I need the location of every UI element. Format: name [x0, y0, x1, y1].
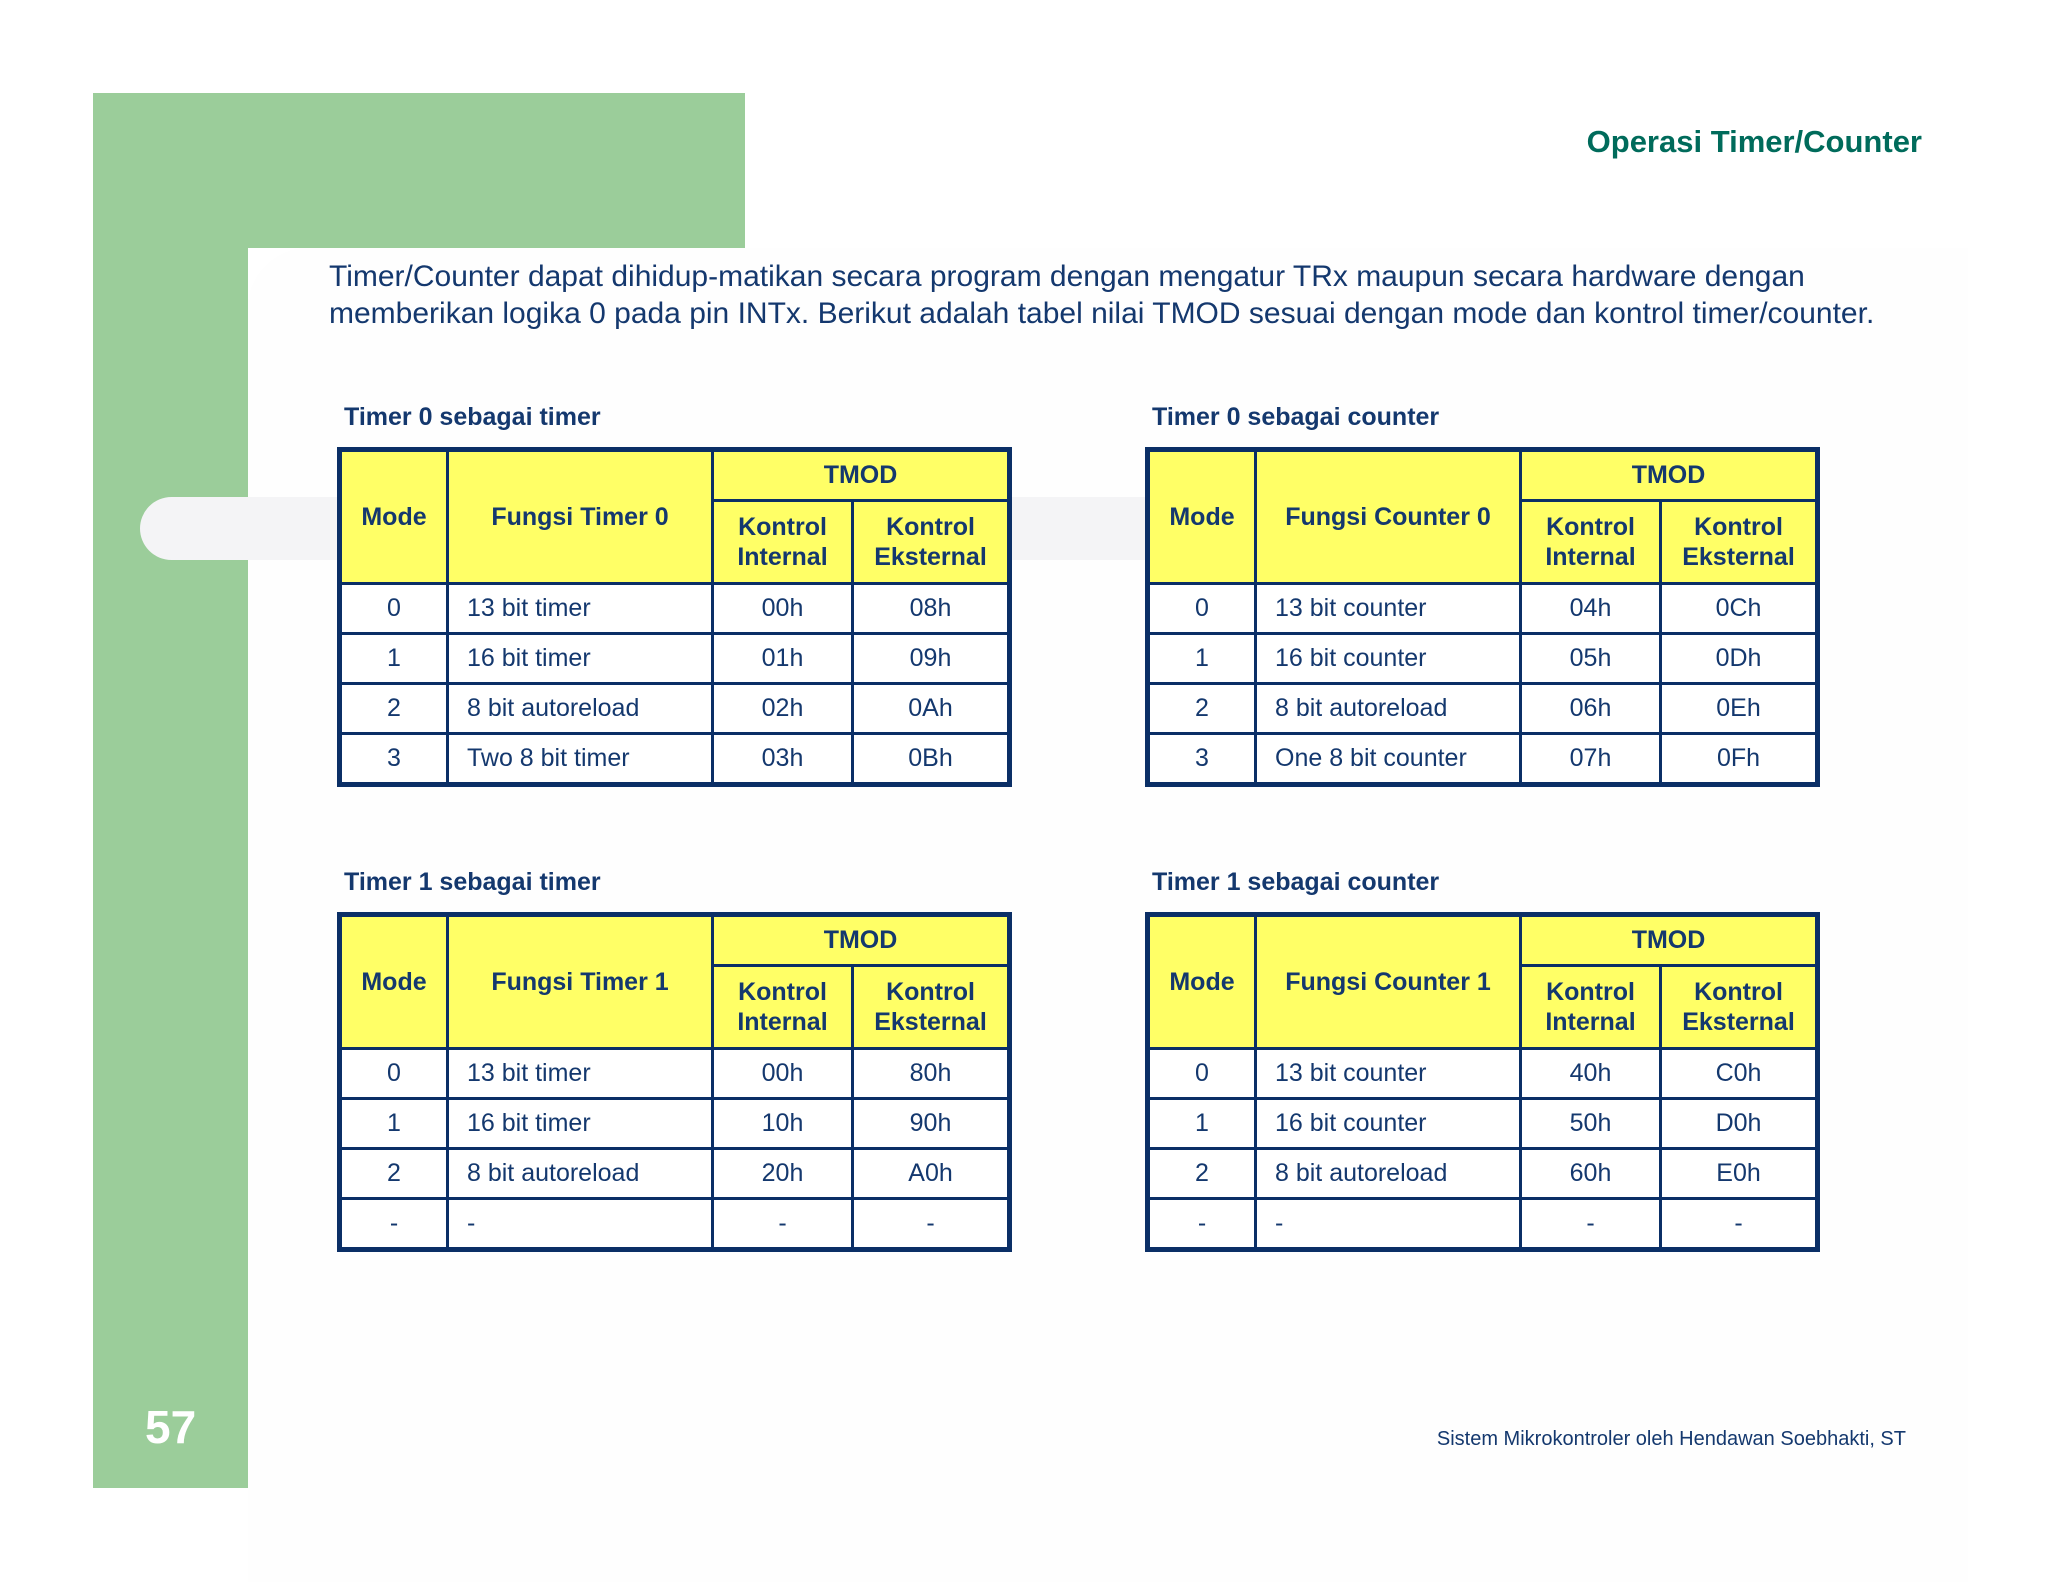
- cell-mode: 1: [340, 1099, 448, 1149]
- table-row: [1148, 1149, 1818, 1199]
- cell-kontrol-eksternal: D0h: [1661, 1099, 1818, 1149]
- cell-mode: 2: [340, 684, 448, 734]
- cell-mode: 0: [340, 1049, 448, 1099]
- header-tmod: TMOD: [1521, 450, 1818, 501]
- cell-kontrol-internal: -: [713, 1199, 853, 1250]
- header-mode: Mode: [340, 450, 448, 584]
- cell-kontrol-internal: 00h: [713, 1049, 853, 1099]
- table-row: [1148, 1199, 1818, 1250]
- cell-kontrol-internal: -: [1521, 1199, 1661, 1250]
- cell-mode: 2: [340, 1149, 448, 1199]
- cell-kontrol-internal: 02h: [713, 684, 853, 734]
- cell-fungsi: One 8 bit counter: [1256, 734, 1521, 785]
- cell-mode: 0: [340, 584, 448, 634]
- table-row: [1148, 634, 1818, 684]
- cell-kontrol-internal: 01h: [713, 634, 853, 684]
- table-block-timer0-timer: [337, 402, 1012, 787]
- table-row: [340, 1149, 1010, 1199]
- cell-kontrol-internal: 60h: [1521, 1149, 1661, 1199]
- table-row: [340, 1199, 1010, 1250]
- cell-kontrol-eksternal: 90h: [853, 1099, 1010, 1149]
- cell-kontrol-eksternal: C0h: [1661, 1049, 1818, 1099]
- cell-fungsi: -: [1256, 1199, 1521, 1250]
- cell-kontrol-internal: 04h: [1521, 584, 1661, 634]
- cell-kontrol-internal: 03h: [713, 734, 853, 785]
- cell-fungsi: 13 bit timer: [448, 584, 713, 634]
- cell-mode: 3: [340, 734, 448, 785]
- cell-fungsi: 16 bit counter: [1256, 634, 1521, 684]
- cell-kontrol-internal: 50h: [1521, 1099, 1661, 1149]
- table-block-timer0-counter: [1145, 402, 1820, 787]
- table-block-timer1-counter: [1145, 867, 1820, 1252]
- cell-kontrol-eksternal: 80h: [853, 1049, 1010, 1099]
- cell-fungsi: 13 bit timer: [448, 1049, 713, 1099]
- cell-kontrol-internal: 00h: [713, 584, 853, 634]
- table-block-timer1-timer: [337, 867, 1012, 1252]
- cell-mode: 1: [340, 634, 448, 684]
- tmod-table: [337, 447, 1012, 787]
- table-title: Timer 0 sebagai counter: [1152, 403, 1440, 431]
- cell-fungsi: 8 bit autoreload: [1256, 1149, 1521, 1199]
- cell-kontrol-internal: 07h: [1521, 734, 1661, 785]
- cell-kontrol-eksternal: 0Fh: [1661, 734, 1818, 785]
- table-row: [340, 1099, 1010, 1149]
- header-fungsi: Fungsi Counter 1: [1256, 915, 1521, 1049]
- cell-kontrol-eksternal: A0h: [853, 1149, 1010, 1199]
- header-mode: Mode: [1148, 450, 1256, 584]
- cell-fungsi: 8 bit autoreload: [448, 1149, 713, 1199]
- cell-mode: 1: [1148, 634, 1256, 684]
- cell-mode: 0: [1148, 1049, 1256, 1099]
- table-row: [1148, 734, 1818, 785]
- tmod-table: [1145, 912, 1820, 1252]
- header-tmod: TMOD: [713, 915, 1010, 966]
- cell-kontrol-internal: 20h: [713, 1149, 853, 1199]
- table-row: [340, 584, 1010, 634]
- header-kontrol-eksternal: Kontrol Eksternal: [853, 966, 1010, 1049]
- cell-mode: -: [340, 1199, 448, 1250]
- cell-kontrol-eksternal: 09h: [853, 634, 1010, 684]
- table-row: [340, 1049, 1010, 1099]
- decor-green-bar: [93, 93, 248, 1488]
- cell-kontrol-internal: 05h: [1521, 634, 1661, 684]
- cell-fungsi: Two 8 bit timer: [448, 734, 713, 785]
- cell-kontrol-internal: 06h: [1521, 684, 1661, 734]
- cell-fungsi: 16 bit timer: [448, 634, 713, 684]
- cell-kontrol-internal: 40h: [1521, 1049, 1661, 1099]
- tmod-table: [337, 912, 1012, 1252]
- table-row: [1148, 1049, 1818, 1099]
- cell-fungsi: 8 bit autoreload: [1256, 684, 1521, 734]
- table-title: Timer 1 sebagai counter: [1152, 868, 1440, 896]
- cell-kontrol-eksternal: 0Bh: [853, 734, 1010, 785]
- cell-kontrol-eksternal: 0Eh: [1661, 684, 1818, 734]
- header-tmod: TMOD: [713, 450, 1010, 501]
- cell-mode: 0: [1148, 584, 1256, 634]
- table-row: [340, 634, 1010, 684]
- cell-kontrol-eksternal: 0Ah: [853, 684, 1010, 734]
- cell-kontrol-eksternal: -: [1661, 1199, 1818, 1250]
- header-kontrol-internal: Kontrol Internal: [713, 966, 853, 1049]
- header-mode: Mode: [340, 915, 448, 1049]
- cell-mode: 1: [1148, 1099, 1256, 1149]
- header-kontrol-internal: Kontrol Internal: [1521, 966, 1661, 1049]
- header-fungsi: Fungsi Timer 0: [448, 450, 713, 584]
- table-title: Timer 0 sebagai timer: [344, 403, 601, 431]
- header-kontrol-internal: Kontrol Internal: [1521, 501, 1661, 584]
- cell-fungsi: -: [448, 1199, 713, 1250]
- table-row: [340, 684, 1010, 734]
- cell-kontrol-eksternal: 0Ch: [1661, 584, 1818, 634]
- cell-kontrol-internal: 10h: [713, 1099, 853, 1149]
- cell-fungsi: 13 bit counter: [1256, 1049, 1521, 1099]
- header-tmod: TMOD: [1521, 915, 1818, 966]
- table-row: [1148, 584, 1818, 634]
- intro-paragraph: Timer/Counter dapat dihidup-matikan secara program dengan mengatur TRx maupun secara hardware dengan memberikan logika 0 pada pin INTx. Berikut adalah tabel nilai TMOD sesuai dengan mode dan kontrol timer/counter.: [329, 260, 1875, 330]
- tmod-table: [1145, 447, 1820, 787]
- cell-fungsi: 16 bit timer: [448, 1099, 713, 1149]
- cell-fungsi: 13 bit counter: [1256, 584, 1521, 634]
- cell-kontrol-eksternal: -: [853, 1199, 1010, 1250]
- header-kontrol-eksternal: Kontrol Eksternal: [1661, 966, 1818, 1049]
- cell-kontrol-eksternal: 08h: [853, 584, 1010, 634]
- cell-mode: -: [1148, 1199, 1256, 1250]
- header-kontrol-eksternal: Kontrol Eksternal: [1661, 501, 1818, 584]
- cell-mode: 2: [1148, 1149, 1256, 1199]
- header-fungsi: Fungsi Counter 0: [1256, 450, 1521, 584]
- table-title: Timer 1 sebagai timer: [344, 868, 601, 896]
- header-fungsi: Fungsi Timer 1: [448, 915, 713, 1049]
- cell-kontrol-eksternal: 0Dh: [1661, 634, 1818, 684]
- table-row: [340, 734, 1010, 785]
- table-row: [1148, 684, 1818, 734]
- cell-fungsi: 16 bit counter: [1256, 1099, 1521, 1149]
- slide-title: Operasi Timer/Counter: [1586, 124, 1922, 159]
- header-kontrol-eksternal: Kontrol Eksternal: [853, 501, 1010, 584]
- cell-mode: 3: [1148, 734, 1256, 785]
- cell-fungsi: 8 bit autoreload: [448, 684, 713, 734]
- page-number: 57: [145, 1401, 197, 1453]
- footer-credit: Sistem Mikrokontroler oleh Hendawan Soebhakti, ST: [1436, 1428, 1906, 1450]
- table-row: [1148, 1099, 1818, 1149]
- header-kontrol-internal: Kontrol Internal: [713, 501, 853, 584]
- cell-mode: 2: [1148, 684, 1256, 734]
- header-mode: Mode: [1148, 915, 1256, 1049]
- cell-kontrol-eksternal: E0h: [1661, 1149, 1818, 1199]
